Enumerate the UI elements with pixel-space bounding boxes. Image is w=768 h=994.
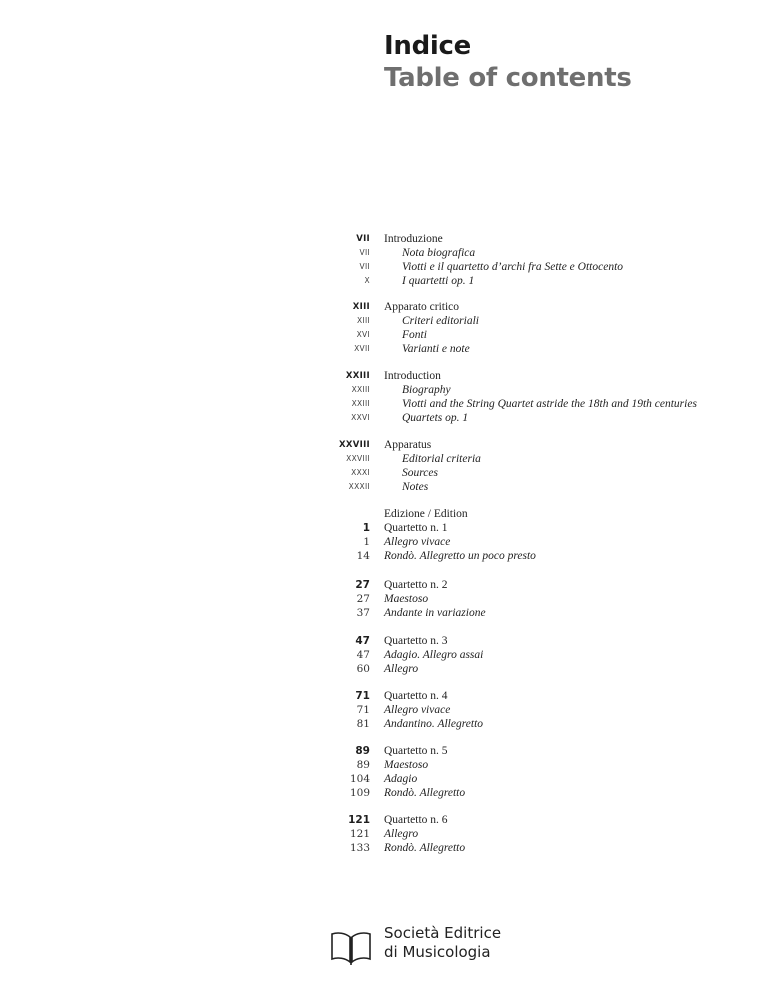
toc-section (0, 369, 768, 383)
toc-entry-title: I quartetti op. 1 (402, 275, 475, 287)
toc-entry (0, 260, 768, 274)
toc-movement (0, 606, 768, 620)
toc-quartet (0, 813, 768, 827)
toc-page-number: 71 (356, 704, 370, 716)
toc-section-title: Apparato critico (384, 301, 460, 313)
toc-quartet (0, 521, 768, 535)
toc-entry-title: Criteri editoriali (402, 315, 479, 327)
toc-section (0, 300, 768, 314)
toc-quartet-title: Quartetto n. 5 (384, 745, 448, 757)
toc-page-number: 121 (349, 828, 370, 840)
toc-entry (0, 342, 768, 356)
toc-movement (0, 662, 768, 676)
toc-quartet (0, 578, 768, 592)
toc-page-number: 37 (356, 607, 370, 619)
toc-entry (0, 466, 768, 480)
publisher-line-1: Società Editrice (384, 924, 502, 942)
toc-page-number: 71 (355, 690, 370, 702)
toc-movement (0, 535, 768, 549)
toc-page-number: 14 (356, 550, 370, 562)
toc-entry (0, 314, 768, 328)
toc-movement (0, 549, 768, 563)
toc-entry (0, 383, 768, 397)
toc-page-number: VII (359, 262, 370, 271)
toc-quartet (0, 634, 768, 648)
toc-section (0, 438, 768, 452)
toc-movement (0, 841, 768, 855)
toc-entry-title: Biography (402, 384, 451, 396)
toc-movement-title: Adagio (384, 773, 418, 785)
toc-movement (0, 827, 768, 841)
toc-page-number: XXVIII (346, 454, 370, 463)
toc-page-number: VII (359, 248, 370, 257)
toc-page-number: 89 (355, 745, 370, 757)
toc-entry (0, 328, 768, 342)
toc-entry (0, 274, 768, 288)
toc-page-number: 109 (349, 787, 370, 799)
toc-movement (0, 592, 768, 606)
open-book-icon (330, 928, 372, 966)
toc-edition-heading-row (0, 507, 768, 521)
toc-quartet-title: Quartetto n. 6 (384, 814, 448, 826)
toc-page-number: XXIII (345, 371, 370, 381)
toc-entry-title: Notes (402, 481, 429, 493)
publisher-line-2: di Musicologia (384, 943, 491, 961)
toc-page-number: 133 (349, 842, 370, 854)
toc-movement-title: Rondò. Allegretto (384, 787, 466, 799)
toc-page-number: 47 (355, 635, 370, 647)
toc-page-number: 27 (355, 579, 370, 591)
toc-entry-title: Viotti and the String Quartet astride the 18th and 19th centuries (402, 398, 697, 410)
toc-page-number: XXIII (351, 385, 370, 394)
toc-quartet-title: Quartetto n. 2 (384, 579, 448, 591)
toc-page-number: XXXI (351, 468, 370, 477)
toc-quartet (0, 689, 768, 703)
toc-entry-title: Varianti e note (402, 343, 470, 355)
toc-page-number: 47 (356, 649, 370, 661)
toc-entry-title: Sources (402, 467, 438, 479)
toc-movement-title: Allegro (384, 663, 419, 675)
page-title-english: Table of contents (384, 63, 632, 93)
toc-page-number: XXIII (351, 399, 370, 408)
toc-movement-title: Andantino. Allegretto (384, 718, 484, 730)
toc-entry (0, 246, 768, 260)
toc-entry (0, 397, 768, 411)
toc-entry (0, 452, 768, 466)
toc-section-title: Introduction (384, 370, 441, 382)
toc-entry-title: Viotti e il quartetto d’archi fra Sette e Ottocento (402, 261, 624, 273)
toc-section-title: Apparatus (384, 439, 432, 451)
toc-page-number: 1 (362, 522, 370, 534)
toc-movement (0, 758, 768, 772)
publisher-name (384, 924, 501, 962)
page-title-italian: Indice (384, 31, 471, 61)
toc-entry (0, 411, 768, 425)
toc-movement-title: Rondò. Allegretto un poco presto (384, 550, 536, 562)
toc-movement (0, 717, 768, 731)
toc-page-number: 89 (356, 759, 370, 771)
toc-quartet-title: Quartetto n. 1 (384, 522, 448, 534)
toc-movement (0, 772, 768, 786)
toc-page-number: VII (356, 234, 370, 244)
toc-entry-title: Editorial criteria (402, 453, 481, 465)
toc-page-number: 104 (349, 773, 370, 785)
toc-page-number: 1 (363, 536, 370, 548)
toc-entry-title: Fonti (402, 329, 427, 341)
toc-movement-title: Allegro vivace (384, 536, 451, 548)
toc-movement-title: Maestoso (384, 593, 429, 605)
toc-page-number: 121 (348, 814, 370, 826)
toc-page-number: 27 (356, 593, 370, 605)
toc-page-number: XIII (352, 302, 370, 312)
toc-page-number: XVII (354, 344, 370, 353)
toc-movement (0, 703, 768, 717)
toc-quartet (0, 744, 768, 758)
toc-movement (0, 648, 768, 662)
toc-page-number: 60 (356, 663, 370, 675)
toc-movement-title: Maestoso (384, 759, 429, 771)
toc-quartet-title: Quartetto n. 4 (384, 690, 448, 702)
toc-quartet-title: Quartetto n. 3 (384, 635, 448, 647)
toc-entry-title: Nota biografica (402, 247, 476, 259)
toc-movement-title: Allegro vivace (384, 704, 451, 716)
toc-page-number: XXXII (348, 482, 370, 491)
toc-movement (0, 786, 768, 800)
toc-edition-heading: Edizione / Edition (384, 508, 468, 520)
toc-page-number: 81 (356, 718, 370, 730)
toc-page-number: XIII (357, 316, 370, 325)
toc-page-number: XXVI (351, 413, 370, 422)
toc-page-number: XXVIII (339, 440, 370, 450)
toc-movement-title: Rondò. Allegretto (384, 842, 466, 854)
toc-movement-title: Andante in variazione (384, 607, 486, 619)
toc-section (0, 232, 768, 246)
toc-section-title: Introduzione (384, 233, 443, 245)
toc-page-number: X (364, 276, 370, 285)
toc-movement-title: Allegro (384, 828, 419, 840)
toc-page-number: XVI (356, 330, 370, 339)
toc-movement-title: Adagio. Allegro assai (384, 649, 484, 661)
toc-entry (0, 480, 768, 494)
toc-entry-title: Quartets op. 1 (402, 412, 469, 424)
page-title-block (384, 30, 632, 94)
